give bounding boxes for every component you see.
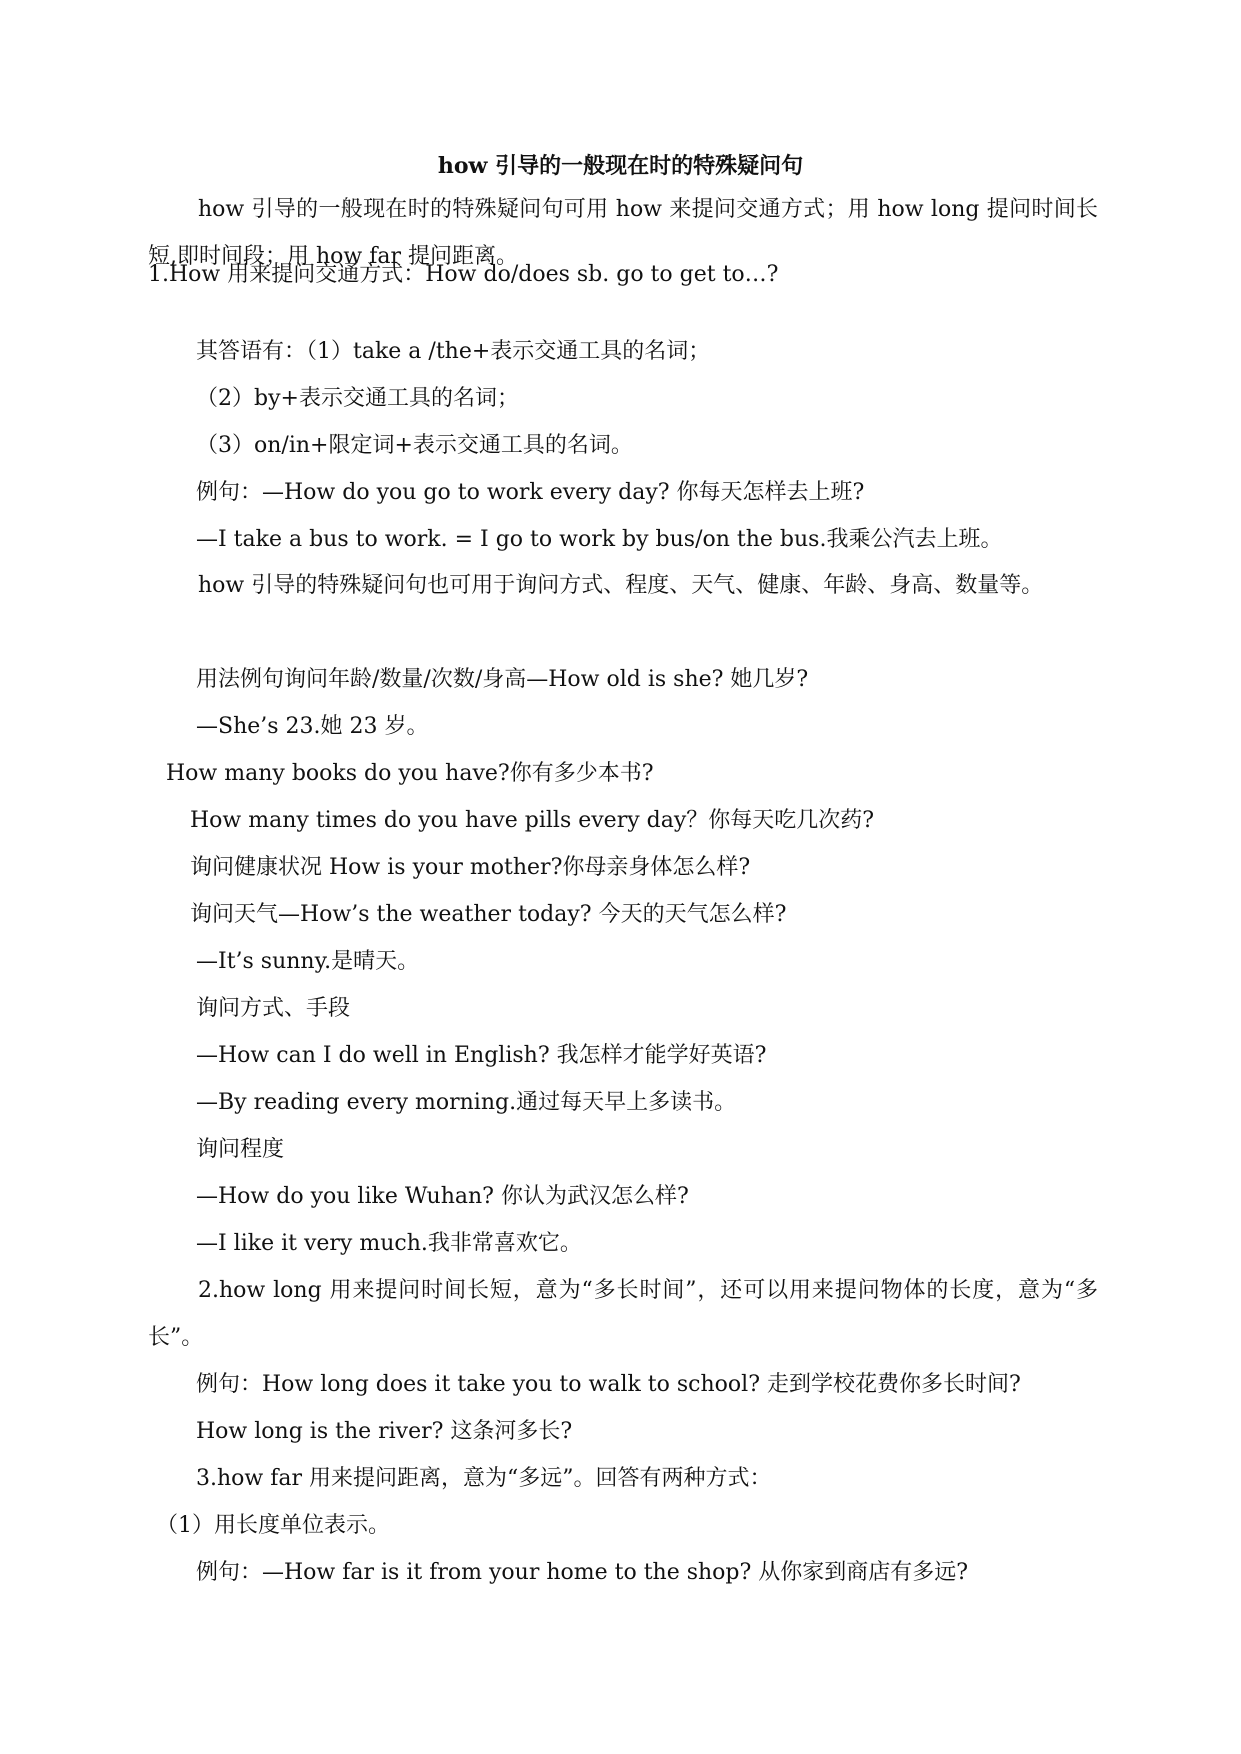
- section-1-heading: 1.How 用来提问交通方式：How do/does sb. go to get to…?: [148, 262, 779, 287]
- other-uses-paragraph: how 引导的特殊疑问句也可用于询问方式、程度、天气、健康、年龄、身高、数量等。: [198, 573, 1044, 598]
- section-1-answers-b: （2）by+表示交通工具的名词；: [196, 386, 519, 411]
- weather-answer: —It’s sunny.是晴天。: [196, 949, 420, 974]
- section-3-heading: 3.how far 用来提问距离，意为“多远”。回答有两种方式：: [196, 1466, 772, 1491]
- method-answer: —By reading every morning.通过每天早上多读书。: [196, 1090, 737, 1115]
- intro-paragraph: how 引导的一般现在时的特殊疑问句可用 how 来提问交通方式；用 how long 提问时间长短,即时间段；用 how far 提问距离。: [148, 197, 1098, 269]
- books-question: How many books do you have?你有多少本书?: [166, 761, 654, 786]
- section-1-example-answer: —I take a bus to work. = I go to work by bus/on the bus.我乘公汽去上班。: [196, 527, 1003, 552]
- section-3-example: 例句：—How far is it from your home to the shop? 从你家到商店有多远?: [196, 1560, 969, 1585]
- section-1-example-question: 例句：—How do you go to work every day? 你每天怎样去上班?: [196, 480, 865, 505]
- section-2-example-2: How long is the river? 这条河多长?: [196, 1419, 573, 1444]
- section-2-example-1: 例句：How long does it take you to walk to school? 走到学校花费你多长时间?: [196, 1372, 1021, 1397]
- degree-question: —How do you like Wuhan? 你认为武汉怎么样?: [196, 1184, 689, 1209]
- degree-label: 询问程度: [196, 1137, 285, 1162]
- pills-question: How many times do you have pills every day？你每天吃几次药?: [190, 808, 875, 833]
- section-3-option-1: （1）用长度单位表示。: [156, 1513, 390, 1538]
- method-question: —How can I do well in English? 我怎样才能学好英语?: [196, 1043, 767, 1068]
- age-answer: —She’s 23.她 23 岁。: [196, 714, 429, 739]
- method-label: 询问方式、手段: [196, 996, 351, 1021]
- degree-answer: —I like it very much.我非常喜欢它。: [196, 1231, 582, 1256]
- weather-question: 询问天气—How’s the weather today? 今天的天气怎么样?: [190, 902, 787, 927]
- section-1-answers-c: （3）on/in+限定词+表示交通工具的名词。: [196, 433, 633, 458]
- section-2-heading: 2.how long 用来提问时间长短，意为“多长时间”，还可以用来提问物体的长度，意为“多长”。: [148, 1278, 1098, 1350]
- section-1-answers-a: 其答语有：（1）take a /the+表示交通工具的名词；: [196, 339, 711, 364]
- health-question: 询问健康状况 How is your mother?你母亲身体怎么样?: [190, 855, 751, 880]
- age-question: 用法例句询问年龄/数量/次数/身高—How old is she? 她几岁?: [196, 667, 809, 692]
- document-title: how 引导的一般现在时的特殊疑问句: [437, 153, 804, 179]
